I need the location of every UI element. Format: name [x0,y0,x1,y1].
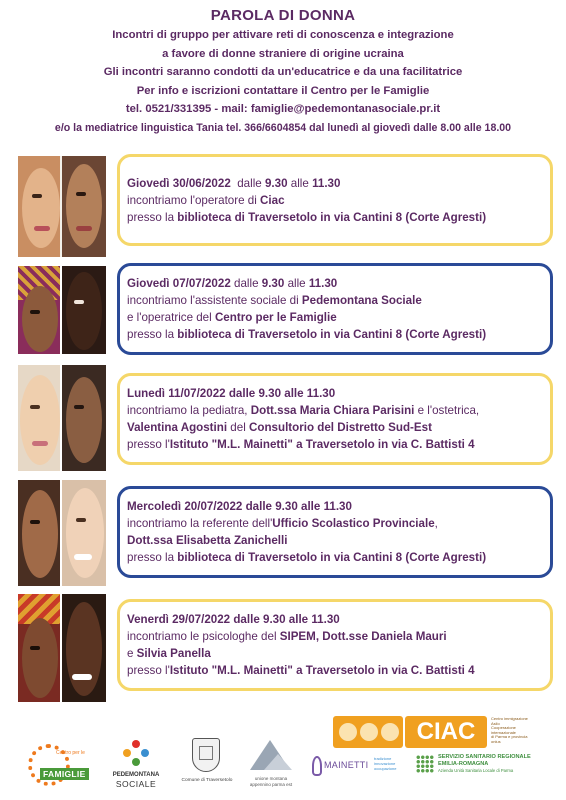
pedemontana-line-1: PEDEMONTANA [112,772,160,778]
pedemontana-logo [108,738,164,792]
ciac-name: CIAC [405,716,487,748]
mainetti-text-1: tradizione [374,756,392,761]
page-title: PAROLA DI DONNA [210,7,356,24]
event-2-location: presso la biblioteca di Traversetolo in via Cantini 8 (Corte Agresti) [127,328,487,341]
comune-logo [182,736,232,792]
ciac-text-1: Centro immigrazione [491,716,528,721]
event-5-speaker: incontriamo le psicologhe del SIPEM, Dott.sse Daniela Mauri [127,630,447,643]
subtitle-line-2: a favore di donne straniere di origine ucraina [162,47,404,60]
event-5-time: Venerdì 29/07/2022 dalle 9.30 alle 11.30 [127,613,340,626]
unione-line-2: appennino parma est [249,782,293,787]
subtitle-line-4: Per info e iscrizioni contattare il Centro per le Famiglie [136,84,430,97]
photo-strip-1 [18,156,106,257]
event-3-speaker: incontriamo la pediatra, Dott.ssa Maria Chiara Parisini e l'ostetrica, [127,404,480,417]
event-5-location: presso l'Istituto "M.L. Mainetti" a Traversetolo in via C. Battisti 4 [127,664,475,677]
event-card-1 [117,154,553,246]
unione-line-1: unione montana [254,776,288,781]
mediator-line: e/o la mediatrice linguistica Tania tel. 366/6604854 dal lunedì al giovedì dalle 8.00 alle 18.00 [54,121,512,134]
photo-strip-4 [18,480,106,586]
event-4-speaker-2: Dott.ssa Elisabetta Zanichelli [127,534,288,547]
mainetti-logo [312,754,404,784]
header [0,6,566,137]
famiglie-top: Centro per le [56,750,85,756]
partner-logos [0,710,566,800]
servizio-icon [416,755,434,773]
event-2-speaker: incontriamo l'assistente sociale di Pedemontana Sociale [127,294,422,307]
famiglie-label: FAMIGLIE [40,768,89,780]
famiglie-logo [22,740,92,792]
event-2-time: Giovedì 07/07/2022 dalle 9.30 alle 11.30 [127,277,338,290]
event-card-3 [117,373,553,465]
servizio-line-3: Azienda Unità Sanitaria Locale di Parma [438,768,514,773]
photo-strip-5 [18,594,106,702]
event-4-speaker: incontriamo la referente dell'Ufficio Scolastico Provinciale, [127,517,438,530]
pedemontana-line-2: SOCIALE [115,779,157,789]
pedemontana-icon [123,740,149,766]
unione-logo [240,734,302,792]
comune-label: Comune di Traversetolo [181,778,233,783]
event-2-speaker-2: e l'operatrice del Centro per le Famiglie [127,311,337,324]
event-4-time: Mercoledì 20/07/2022 dalle 9.30 alle 11.30 [127,500,352,513]
mainetti-icon [312,756,322,776]
event-3-time: Lunedì 11/07/2022 dalle 9.30 alle 11.30 [127,387,336,400]
mainetti-text-2: innovazione [374,761,396,767]
event-3-location: presso l'Istituto "M.L. Mainetti" a Traversetolo in via C. Battisti 4 [127,438,475,451]
photo-strip-3 [18,365,106,471]
mainetti-name: MAINETTI [324,760,369,770]
event-card-2 [117,263,553,355]
event-card-5 [117,599,553,691]
subtitle-line-3: Gli incontri saranno condotti da un'educatrice e da una facilitatrice [103,66,463,78]
event-card-4 [117,486,553,578]
event-1-speaker: incontriamo l'operatore di Ciac [127,193,285,207]
event-4-location: presso la biblioteca di Traversetolo in via Cantini 8 (Corte Agresti) [127,551,487,564]
mainetti-text-3: occupazione [374,766,397,772]
subtitle-line-1: Incontri di gruppo per attivare reti di conoscenza e integrazione [112,29,454,41]
event-3-speaker-2: Valentina Agostini del Consultorio del Distretto Sud-Est [127,421,432,434]
event-5-speaker-2: e Silvia Panella [127,647,211,660]
ciac-text-2: Asilo [491,720,500,726]
contact-line: tel. 0521/331395 - mail: famiglie@pedemontanasociale.pr.it [125,103,441,115]
servizio-line-1: SERVIZIO SANITARIO REGIONALE [438,754,531,760]
ciac-text-3: Cooperazione [491,725,516,731]
servizio-logo [416,754,562,782]
ciac-logo [333,716,551,748]
servizio-line-2: EMILIA-ROMAGNA [438,761,489,767]
event-1-location: presso la biblioteca di Traversetolo in via Cantini 8 (Corte Agresti) [127,210,487,224]
ciac-text-6: onlus [491,738,501,744]
ciac-text-5: di Parma e provincia [491,734,528,740]
event-1-time: Giovedì 30/06/2022 dalle 9.30 alle 11.30 [127,176,341,190]
photo-strip-2 [18,266,106,354]
ciac-text-4: internazionale [491,729,516,735]
